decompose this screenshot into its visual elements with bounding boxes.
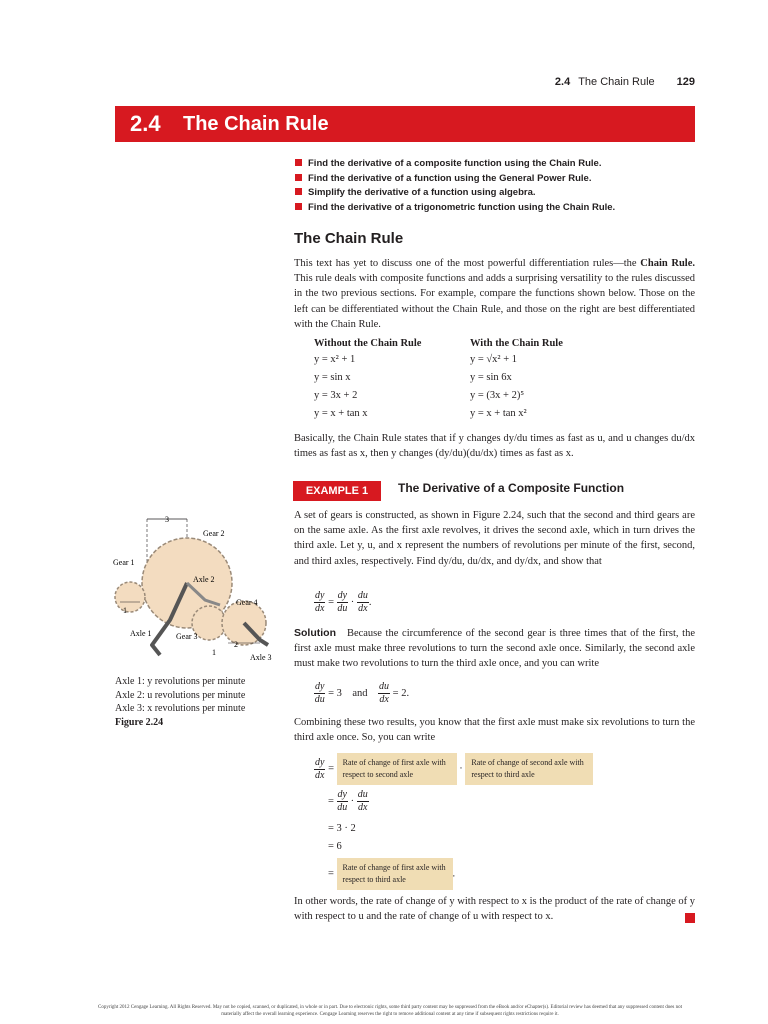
col-header-with: With the Chain Rule	[470, 337, 563, 349]
legend-item: Axle 2: u revolutions per minute	[115, 689, 246, 701]
end-of-example-icon	[685, 913, 695, 923]
final-paragraph: In other words, the rate of change of y with respect to x is the product of the rate of change of y with respect to u and the rate of change of u with respect to x.	[294, 896, 695, 923]
gear-2-label: Gear 2	[203, 529, 225, 538]
chain-rule-term: Chain Rule.	[640, 258, 696, 269]
derivation-line-5: = Rate of change of first axle with respect to third axle.	[328, 858, 455, 890]
bullet-icon	[295, 203, 302, 210]
table-row: y = x² + 1 y = √x² + 1	[314, 353, 518, 365]
rate-box-first-second: Rate of change of first axle with respect to second axle	[337, 753, 457, 785]
table-row: y = sin x y = sin 6x	[314, 371, 512, 383]
dim-label-2: 2	[234, 640, 238, 649]
dim-label-3: 3	[165, 515, 169, 524]
dim-label-1a: 1	[123, 606, 127, 615]
gear-diagram	[110, 510, 290, 670]
rates-equation: $\frac{dy}{du}$ = 3 and $\frac{du}{dx}$ = 2.	[314, 681, 410, 705]
derivation-line-1: $\frac{dy}{dx}$ = Rate of change of first axle with respect to second axle · Rate of change of second axle with respect to third axle	[314, 753, 593, 785]
legend-item: Axle 3: x revolutions per minute	[115, 703, 246, 714]
legend-item: Axle 1: y revolutions per minute	[115, 676, 246, 687]
header-section-title: The Chain Rule	[578, 76, 655, 88]
dim-label-1b: 1	[212, 648, 216, 657]
example-paragraph: A set of gears is constructed, as shown in Figure 2.24, such that the second and third gears are on the same axle. As the first axle revolves, it drives the second axle, which in turn drives the third axle. Let y, u, and x represent the numbers of revolutions per minute of the first, second, and third axles, respectively. Find dy/du, du/dx, and dy/dx, and show that	[294, 510, 695, 567]
copyright-notice: Copyright 2012 Cengage Learning. All Rights Reserved. May not be copied, scanned, or duplicated, in whole or in part. Due to electronic rights, some third party content may be suppressed from the eBook and/or eChapter(s). Editorial review has deemed that any suppressed content does not materially affect the overall learning experience. Cengage Learning reserves the right to remove additional content at any time if subsequent rights restrictions require it.	[97, 1005, 683, 1017]
objective-item: Find the derivative of a trigonometric function using the Chain Rule.	[295, 201, 615, 216]
example-title: The Derivative of a Composite Function	[398, 481, 625, 495]
subsection-heading: The Chain Rule	[294, 230, 404, 247]
gear-1-shape	[115, 582, 145, 612]
objective-item: Find the derivative of a function using the General Power Rule.	[295, 172, 615, 187]
page-number: 129	[676, 76, 695, 88]
rate-box-second-third: Rate of change of second axle with respect to third axle	[465, 753, 593, 785]
section-title: The Chain Rule	[183, 113, 329, 135]
derivation-line-3: = 3 · 2	[328, 823, 356, 834]
comparison-table	[314, 336, 563, 422]
combining-paragraph: Combining these two results, you know that the first axle must make six revolutions to turn the third axle once. So, you can write	[294, 717, 695, 744]
intro-paragraph: This text has yet to discuss one of the most powerful differentiation rules—the Chain Rule. This rule deals with composite functions and adds a surprising versatility to the rules discussed in the two previous sections. For example, compare the functions shown below. Those on the left can be differentiated without the Chain Rule, and those on the right are best differentiated with the Chain Rule.	[294, 258, 696, 330]
bullet-icon	[295, 159, 302, 166]
bullet-icon	[295, 188, 302, 195]
axle-legend	[115, 675, 245, 729]
section-title-bar	[115, 106, 695, 142]
objective-item: Simplify the derivative of a function using algebra.	[295, 186, 615, 201]
gear-1-label: Gear 1	[113, 558, 135, 567]
col-header-without: Without the Chain Rule	[314, 337, 422, 349]
solution-label: Solution	[294, 627, 336, 639]
figure-caption: Figure 2.24	[115, 716, 164, 728]
axle-3-label: Axle 3	[250, 653, 272, 662]
chain-equation: $\frac{dy}{dx}$ = $\frac{dy}{du}$ · $\frac{du}{dx}$ .	[315, 590, 372, 614]
bullet-icon	[295, 174, 302, 181]
derivation-line-4: = 6	[328, 841, 342, 852]
derivation-line-2: = $\frac{dy}{du}$ · $\frac{du}{dx}$	[328, 789, 368, 813]
solution-paragraph: Solution Because the circumference of the second gear is three times that of the first, the first axle must make three revolutions to turn the second axle once. Similarly, the second axle must make two revolutions to turn the third axle once, and you can write	[294, 627, 695, 670]
table-row: y = x + tan x y = x + tan x²	[314, 407, 527, 419]
objectives-list	[295, 157, 615, 215]
section-number: 2.4	[130, 111, 161, 136]
axle-1-label: Axle 1	[130, 629, 152, 638]
header-section-number: 2.4	[554, 76, 571, 88]
example-label: EXAMPLE 1	[293, 481, 381, 501]
rate-box-first-third: Rate of change of first axle with respect to third axle	[337, 858, 453, 890]
running-header	[555, 76, 695, 88]
gear-4-label: Gear 4	[236, 598, 258, 607]
objective-item: Find the derivative of a composite function using the Chain Rule.	[295, 157, 615, 172]
table-row: y = 3x + 2 y = (3x + 2)⁵	[314, 389, 524, 401]
axle-2-label: Axle 2	[193, 575, 215, 584]
gear-3-label: Gear 3	[176, 632, 198, 641]
basically-paragraph: Basically, the Chain Rule states that if y changes dy/du times as fast as u, and u changes du/dx times as fast as x, then y changes (dy/du)(du/dx) times as fast as x.	[294, 433, 695, 460]
